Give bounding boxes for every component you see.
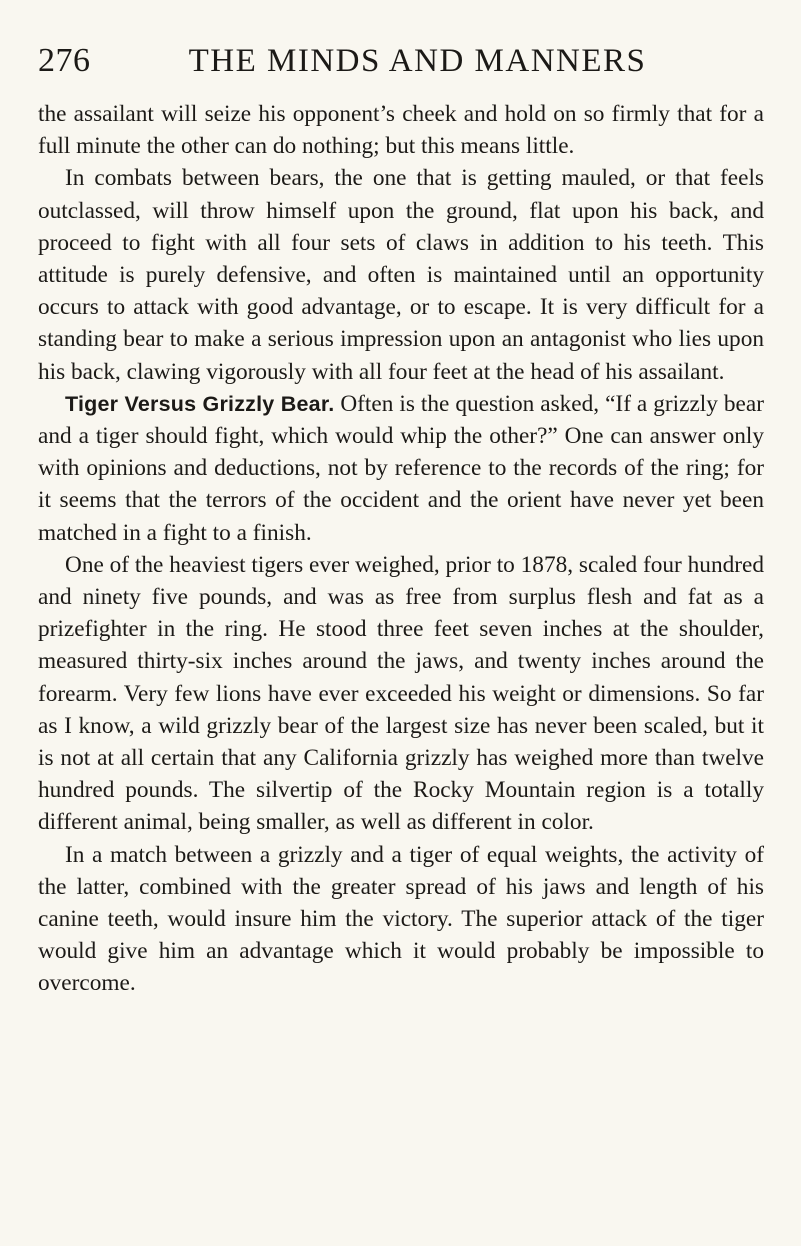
paragraph-text: the assailant will seize his opponent’s cheek and hold on so firmly that for a full minute the other can do nothing; but this means little.: [38, 101, 764, 160]
paragraph-match-conclusion: [38, 839, 764, 1000]
paragraph-tiger-versus-grizzly: [38, 388, 764, 549]
running-title: THE MINDS AND MANNERS: [188, 43, 647, 79]
body-text: [38, 98, 764, 1000]
paragraph-text: Often is the question asked, “If a grizzly bear and a tiger should fight, which would whip the other?” One can answer only with opinions and deductions, not by reference to the records of the ring; for it seems that the terrors of the occident and the orient have never yet been matched in a fight to a finish.: [38, 390, 764, 546]
section-heading: Tiger Versus Grizzly Bear.: [65, 391, 335, 416]
paragraph-text: One of the heaviest tigers ever weighed, prior to 1878, scaled four hundred and ninety five pounds, and was as free from surplus flesh and fat as a prizefighter in the ring. He stood three feet seven inches at the shoulder, measured thirty-six inches around the jaws, and twenty inches around the forearm. Very few lions have ever exceeded his weight or dimensions. So far as I know, a wild grizzly bear of the largest size has never been scaled, but it is not at all certain that any California grizzly has weighed more than twelve hundred pounds. The silvertip of the Rocky Mountain region is a totally different animal, being smaller, as well as different in color.: [38, 551, 764, 836]
running-head: [38, 42, 771, 82]
paragraph-bear-combat: [38, 162, 764, 387]
paragraph-continued: [38, 98, 764, 162]
paragraph-heaviest-tiger: [38, 549, 764, 839]
page-number: 276: [38, 42, 91, 79]
paragraph-text: In combats between bears, the one that is getting mauled, or that feels outclassed, will throw himself upon the ground, flat upon his back, and proceed to fight with all four sets of claws in addition to his teeth. This attitude is purely defensive, and often is maintained until an opportunity occurs to attack with good advantage, or to escape. It is very difficult for a standing bear to make a serious impression upon an antagonist who lies upon his back, clawing vigorously with all four feet at the head of his assailant.: [38, 165, 764, 385]
paragraph-text: In a match between a grizzly and a tiger of equal weights, the activity of the latter, combined with the greater spread of his jaws and length of his canine teeth, would insure him the victory. The superior attack of the tiger would give him an advantage which it would probably be impossible to overcome.: [38, 841, 764, 997]
